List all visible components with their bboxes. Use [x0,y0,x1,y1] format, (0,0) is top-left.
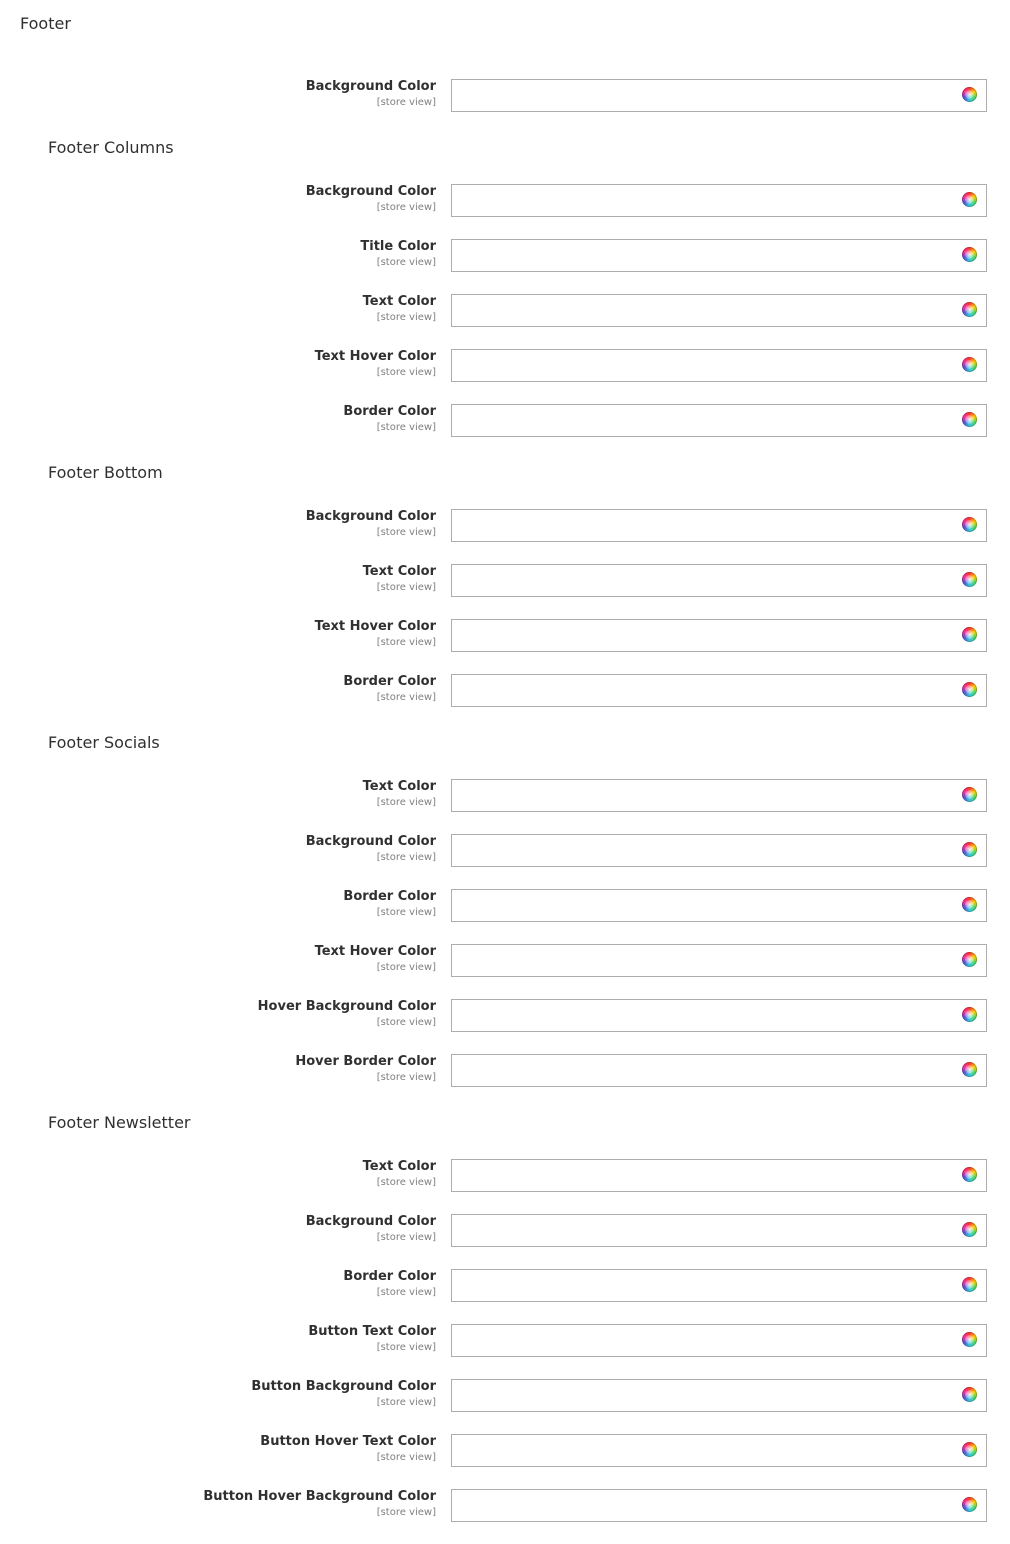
color-wheel-icon[interactable] [962,897,977,912]
color-input-columns-border[interactable] [451,404,987,437]
field-label: Text Hover Color [314,944,436,959]
color-wheel-icon[interactable] [962,87,977,102]
field-row-columns-background-color [0,184,1010,217]
color-wheel-icon[interactable] [962,1222,977,1237]
color-input-newsletter-button-hover-text[interactable] [451,1434,987,1467]
scope-label: [store view] [376,1342,436,1353]
scope-label: [store view] [376,1017,436,1028]
field-label-wrap [343,404,436,434]
color-wheel-icon[interactable] [962,1277,977,1292]
section-title-footer: Footer [20,14,71,33]
field-label-wrap [363,294,436,324]
color-wheel-icon[interactable] [962,1497,977,1512]
scope-label: [store view] [376,1507,436,1518]
color-wheel-icon[interactable] [962,627,977,642]
field-label-wrap [343,674,436,704]
color-input-columns-text[interactable] [451,294,987,327]
scope-label: [store view] [376,1232,436,1243]
color-input-columns-text-hover[interactable] [451,349,987,382]
color-input-socials-hover-border[interactable] [451,1054,987,1087]
scope-label: [store view] [376,367,436,378]
field-label-wrap [363,1159,436,1189]
field-label: Text Hover Color [314,349,436,364]
color-input-newsletter-button-background[interactable] [451,1379,987,1412]
field-row-socials-text-color [0,779,1010,812]
field-label: Button Text Color [308,1324,436,1339]
field-label-wrap [315,944,436,974]
field-label-wrap [306,1214,436,1244]
color-wheel-icon[interactable] [962,247,977,262]
group-title-footer-socials: Footer Socials [48,733,160,752]
scope-label: [store view] [376,527,436,538]
color-wheel-icon[interactable] [962,1007,977,1022]
field-label: Button Background Color [251,1379,436,1394]
scope-label: [store view] [376,797,436,808]
color-input-bottom-text-hover[interactable] [451,619,987,652]
field-label-wrap [363,564,436,594]
field-row-newsletter-button-hover-background-color [0,1489,1010,1522]
field-row-columns-text-color [0,294,1010,327]
field-label: Background Color [305,509,436,524]
field-row-newsletter-background-color [0,1214,1010,1247]
color-input-bottom-background[interactable] [451,509,987,542]
field-row-bottom-border-color [0,674,1010,707]
field-row-newsletter-button-background-color [0,1379,1010,1412]
field-row-newsletter-text-color [0,1159,1010,1192]
color-input-bottom-text[interactable] [451,564,987,597]
field-label-wrap [306,184,436,214]
scope-label: [store view] [376,1397,436,1408]
field-row-columns-text-hover-color [0,349,1010,382]
color-input-columns-background[interactable] [451,184,987,217]
scope-label: [store view] [376,962,436,973]
color-wheel-icon[interactable] [962,1062,977,1077]
color-input-socials-text-hover[interactable] [451,944,987,977]
color-wheel-icon[interactable] [962,682,977,697]
field-label: Text Color [362,564,436,579]
scope-label: [store view] [376,1287,436,1298]
field-row-bottom-text-hover-color [0,619,1010,652]
field-label-wrap [363,779,436,809]
field-row-columns-border-color [0,404,1010,437]
scope-label: [store view] [376,852,436,863]
scope-label: [store view] [376,692,436,703]
field-label-wrap [360,239,436,269]
field-label: Background Color [305,184,436,199]
color-input-footer-background[interactable] [451,79,987,112]
field-label: Hover Background Color [257,999,436,1014]
field-row-bottom-text-color [0,564,1010,597]
color-wheel-icon[interactable] [962,302,977,317]
color-input-newsletter-text[interactable] [451,1159,987,1192]
color-input-newsletter-button-hover-background[interactable] [451,1489,987,1522]
color-wheel-icon[interactable] [962,412,977,427]
field-label-wrap [343,1269,436,1299]
field-row-socials-background-color [0,834,1010,867]
field-row-footer-background-color [0,79,1010,112]
scope-label: [store view] [376,312,436,323]
color-wheel-icon[interactable] [962,1387,977,1402]
field-row-newsletter-border-color [0,1269,1010,1302]
field-label-wrap [306,509,436,539]
field-label-wrap [306,834,436,864]
field-label-wrap [258,999,436,1029]
color-input-bottom-border[interactable] [451,674,987,707]
color-wheel-icon[interactable] [962,572,977,587]
field-label: Background Color [305,1214,436,1229]
field-label-wrap [343,889,436,919]
field-row-socials-hover-background-color [0,999,1010,1032]
color-wheel-icon[interactable] [962,517,977,532]
field-label: Button Hover Text Color [260,1434,436,1449]
field-row-socials-border-color [0,889,1010,922]
field-row-newsletter-button-text-color [0,1324,1010,1357]
color-wheel-icon[interactable] [962,192,977,207]
field-label-wrap [315,349,436,379]
color-input-newsletter-border[interactable] [451,1269,987,1302]
field-label-wrap [295,1054,436,1084]
color-wheel-icon[interactable] [962,1442,977,1457]
scope-label: [store view] [376,422,436,433]
field-row-newsletter-button-hover-text-color [0,1434,1010,1467]
color-input-socials-hover-background[interactable] [451,999,987,1032]
field-label: Border Color [343,889,436,904]
field-row-socials-hover-border-color [0,1054,1010,1087]
scope-label: [store view] [376,97,436,108]
field-label-wrap [306,79,436,109]
field-label: Button Hover Background Color [203,1489,436,1504]
field-row-bottom-background-color [0,509,1010,542]
field-label: Background Color [305,79,436,94]
field-label-wrap [260,1434,436,1464]
field-label-wrap [251,1379,436,1409]
color-input-columns-title[interactable] [451,239,987,272]
color-input-socials-background[interactable] [451,834,987,867]
color-wheel-icon[interactable] [962,1332,977,1347]
scope-label: [store view] [376,637,436,648]
field-label: Text Color [362,294,436,309]
field-label: Title Color [360,239,436,254]
color-input-newsletter-background[interactable] [451,1214,987,1247]
color-input-socials-border[interactable] [451,889,987,922]
field-label-wrap [308,1324,436,1354]
group-title-footer-newsletter: Footer Newsletter [48,1113,191,1132]
field-row-socials-text-hover-color [0,944,1010,977]
field-row-columns-title-color [0,239,1010,272]
scope-label: [store view] [376,202,436,213]
field-label: Hover Border Color [295,1054,436,1069]
field-label: Border Color [343,404,436,419]
color-wheel-icon[interactable] [962,1167,977,1182]
color-input-socials-text[interactable] [451,779,987,812]
scope-label: [store view] [376,1177,436,1188]
field-label: Text Color [362,779,436,794]
field-label: Border Color [343,1269,436,1284]
scope-label: [store view] [376,582,436,593]
color-wheel-icon[interactable] [962,842,977,857]
color-wheel-icon[interactable] [962,952,977,967]
scope-label: [store view] [376,907,436,918]
group-title-footer-columns: Footer Columns [48,138,174,157]
field-label-wrap [315,619,436,649]
group-title-footer-bottom: Footer Bottom [48,463,163,482]
field-label: Text Color [362,1159,436,1174]
color-wheel-icon[interactable] [962,357,977,372]
color-input-newsletter-button-text[interactable] [451,1324,987,1357]
field-label: Background Color [305,834,436,849]
scope-label: [store view] [376,257,436,268]
scope-label: [store view] [376,1452,436,1463]
field-label: Text Hover Color [314,619,436,634]
color-wheel-icon[interactable] [962,787,977,802]
field-label: Border Color [343,674,436,689]
scope-label: [store view] [376,1072,436,1083]
field-label-wrap [203,1489,436,1519]
